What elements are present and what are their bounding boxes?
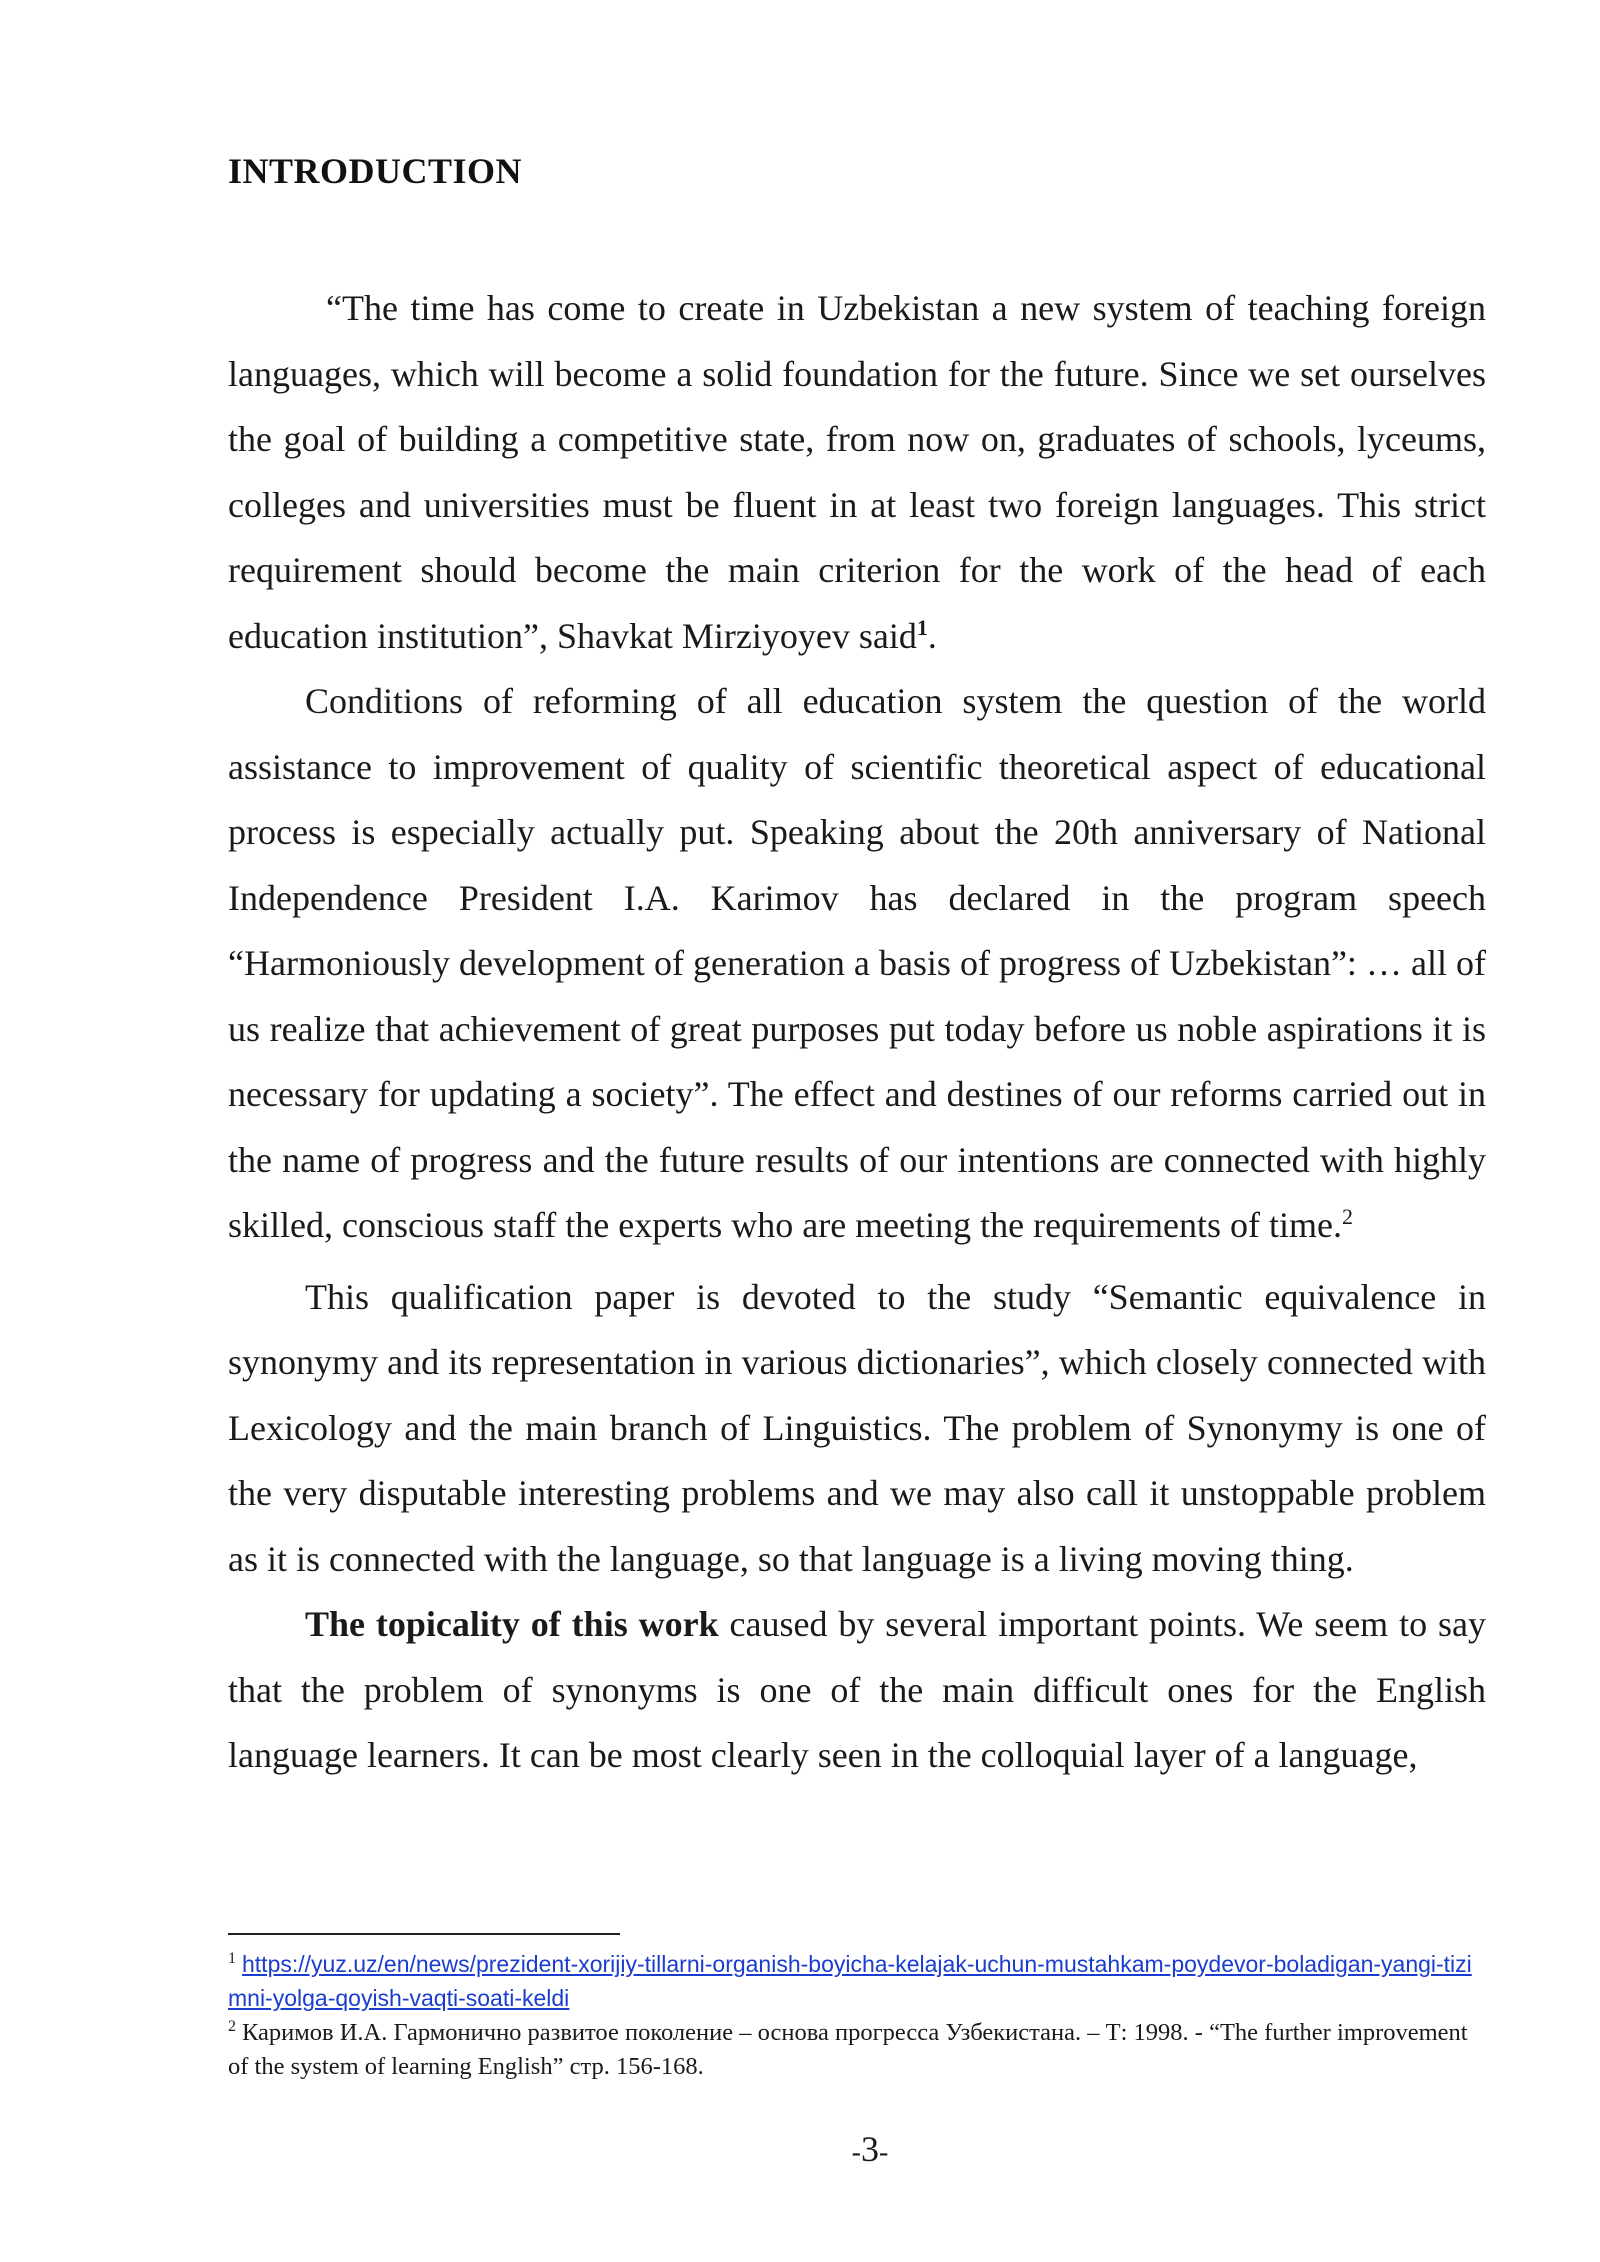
- page-number: [0, 2128, 1600, 2170]
- paragraph-topicality: [228, 1592, 1486, 1789]
- footnote-1-link[interactable]: https://yuz.uz/en/news/prezident-xorijiy-tillarni-organish-boyicha-kelajak-uchun-mustahkam-poydevor-boladigan-yangi-tizimni-yolga-qoyish-vaqti-soati-keldi: [228, 1951, 1472, 2011]
- page-number-dash-right: -: [879, 2137, 889, 2168]
- paragraph-topicality-text: caused by several important points. We seem to say that the problem of synonyms is one of the main difficult ones for the English language learners. It can be most clearly seen in the colloquial layer of a language,: [228, 1604, 1486, 1775]
- paragraph-conditions-text: Conditions of reforming of all education system the question of the world assistance to improvement of quality of scientific theoretical aspect of educational process is especially actually put. Speaking about the 20th anniversary of National Independence President I.A. Karimov has declared in the program speech “Harmoniously development of generation a basis of progress of Uzbekistan”: … all of us realize that achievement of great purposes put today before us noble aspirations it is necessary for updating a society”. The effect and destines of our reforms carried out in the name of progress and the future results of our intentions are connected with highly skilled, conscious staff the experts who are meeting the requirements of time.: [228, 681, 1486, 1245]
- footnote-ref-2[interactable]: 2: [1342, 1204, 1354, 1229]
- section-heading: INTRODUCTION: [228, 151, 523, 191]
- footnote-divider: [228, 1933, 620, 1935]
- paragraph-quote-end: .: [927, 615, 937, 656]
- footnote-2-text: Каримов И.А. Гармонично развитое поколение – основа прогресса Узбекистана. – Т: 1998. - “The further improvement of the system of learning English” стр. 156-168.: [228, 2019, 1468, 2080]
- page-number-value: 3: [861, 2129, 879, 2169]
- footnote-2: [228, 2016, 1486, 2084]
- footnote-2-mark: 2: [228, 2018, 236, 2035]
- footnote-1-mark: 1: [228, 1950, 236, 1967]
- body-text: [228, 276, 1486, 1789]
- page-number-dash-left: -: [851, 2137, 861, 2168]
- topicality-label: The topicality of this work: [305, 1604, 719, 1644]
- footnote-1: [228, 1948, 1486, 2016]
- footnote-ref-1[interactable]: 1: [916, 614, 928, 640]
- footnotes: [228, 1948, 1486, 2084]
- paragraph-qualification: This qualification paper is devoted to the study “Semantic equivalence in synonymy and its representation in various dictionaries”, which closely connected with Lexicology and the main branch of Linguistics. The problem of Synonymy is one of the very disputable interesting problems and we may also call it unstoppable problem as it is connected with the language, so that language is a living moving thing.: [228, 1276, 1486, 1579]
- paragraph-quote-text: “The time has come to create in Uzbekistan a new system of teaching foreign languages, which will become a solid foundation for the future. Since we set ourselves the goal of building a competitive state, from now on, graduates of schools, lyceums, colleges and universities must be fluent in at least two foreign languages. This strict requirement should become the main criterion for the work of the head of each education institution”, Shavkat Mirziyoyev said: [228, 288, 1486, 656]
- paragraph-conditions: [228, 669, 1486, 1259]
- paragraph-quote: [228, 276, 1486, 669]
